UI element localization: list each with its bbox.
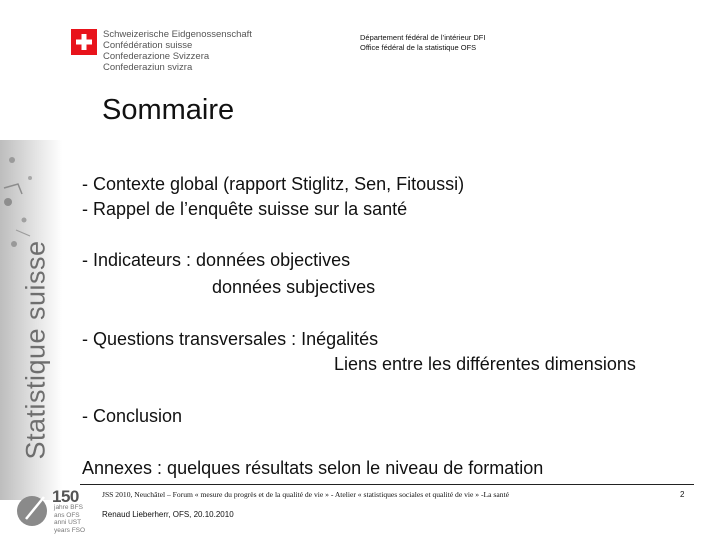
- content-line-7: - Conclusion: [82, 406, 183, 426]
- anniversary-line: ans OFS: [54, 511, 80, 519]
- content-line-3: - Indicateurs : données objectives: [82, 250, 351, 270]
- page-number: 2: [680, 490, 685, 499]
- confederation-names: [103, 29, 252, 73]
- sidebar-label: Statistique suisse: [20, 240, 51, 460]
- content-line-6: Liens entre les différentes dimensions: [334, 354, 636, 374]
- department-name: Département fédéral de l’intérieur DFI: [360, 33, 486, 42]
- page-title: Sommaire: [102, 94, 235, 126]
- content-line-5: - Questions transversales : Inégalités: [82, 329, 379, 349]
- anniversary-line: jahre BFS: [54, 504, 83, 511]
- footer-author: Renaud Lieberherr, OFS, 20.10.2010: [102, 510, 234, 519]
- footer-event: JSS 2010, Neuchâtel – Forum « mesure du progrès et de la qualité de vie » - Atelier « statistiques sociales et qualité de vie » -La santé: [102, 490, 510, 499]
- office-name: Office fédéral de la statistique OFS: [360, 43, 477, 52]
- gov-name-fr: Confédération suisse: [103, 40, 193, 51]
- content-line-2: - Rappel de l’enquête suisse sur la santé: [82, 199, 408, 219]
- anniversary-line: anni UST: [54, 519, 82, 526]
- anniversary-logo-icon: [16, 491, 48, 529]
- anniversary-line: years FSO: [54, 526, 86, 534]
- anniversary-lines: [54, 504, 85, 534]
- anniversary-number: 150: [52, 487, 79, 506]
- gov-name-rm: Confederaziun svizra: [103, 62, 193, 73]
- gov-name-it: Confederazione Svizzera: [103, 51, 210, 62]
- department-block: [360, 33, 485, 53]
- gov-name-de: Schweizerische Eidgenossenschaft: [103, 29, 252, 40]
- footer-divider: [80, 484, 694, 485]
- swiss-flag-icon: [71, 29, 97, 55]
- content-line-4: données subjectives: [212, 277, 376, 297]
- content-line-8: Annexes : quelques résultats selon le niveau de formation: [82, 458, 544, 478]
- content-line-1: - Contexte global (rapport Stiglitz, Sen, Fitoussi): [82, 174, 465, 194]
